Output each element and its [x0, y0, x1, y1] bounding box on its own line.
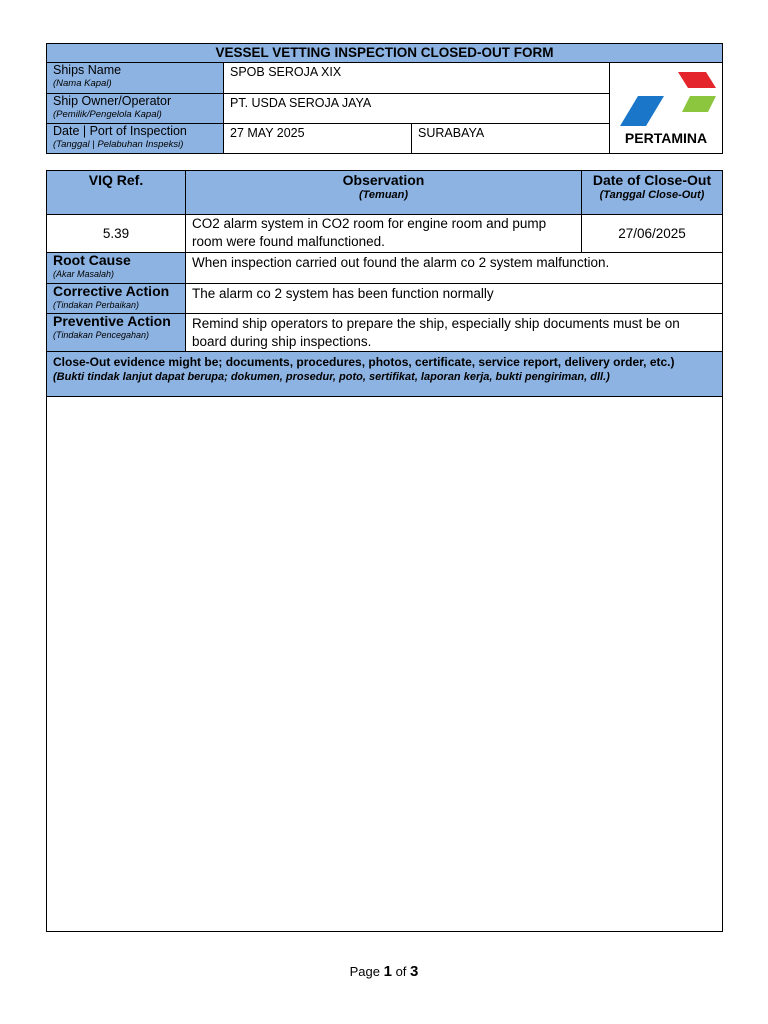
findings-block: [46, 170, 722, 932]
inspection-date-value: 27 MAY 2025: [224, 124, 412, 154]
viq-ref-value: 5.39: [47, 215, 186, 253]
corrective-action-label-cell: [47, 284, 186, 314]
header-block: [46, 43, 722, 154]
evidence-area: [47, 397, 723, 932]
corrective-action-value: The alarm co 2 system has been function normally: [186, 284, 723, 314]
page-current: 1: [383, 963, 392, 980]
ship-name-value: SPOB SEROJA XIX: [224, 63, 610, 94]
observation-value: CO2 alarm system in CO2 room for engine room and pump room were found malfunctioned.: [186, 215, 582, 253]
ship-name-label: Ships Name: [53, 63, 122, 77]
ship-name-label-cell: [47, 63, 224, 94]
page-total: 3: [410, 963, 419, 980]
corrective-action-sublabel: (Tindakan Perbaikan): [53, 300, 139, 310]
observation-header-label: Observation: [342, 172, 425, 188]
root-cause-label: Root Cause: [53, 252, 131, 268]
evidence-header: [47, 352, 723, 397]
preventive-action-label-cell: [47, 314, 186, 352]
closeout-header: [582, 171, 723, 215]
preventive-action-value: Remind ship operators to prepare the ship, especially ship documents must be on board during ship inspections.: [186, 314, 723, 352]
root-cause-sublabel: (Akar Masalah): [53, 269, 115, 279]
owner-label-cell: [47, 94, 224, 124]
viq-ref-header-label: VIQ Ref.: [88, 172, 144, 188]
logo-red-shape: [678, 72, 716, 88]
observation-header: [186, 171, 582, 215]
evidence-title: Close-Out evidence might be; documents, procedures, photos, certificate, service report, delivery order, etc.): [53, 355, 675, 369]
date-port-label: Date | Port of Inspection: [53, 124, 187, 138]
of-word: of: [395, 964, 407, 979]
owner-value: PT. USDA SEROJA JAYA: [224, 94, 610, 124]
date-port-sublabel: (Tanggal | Pelabuhan Inspeksi): [53, 139, 184, 150]
closeout-date-value: 27/06/2025: [582, 215, 723, 253]
corrective-action-label: Corrective Action: [53, 283, 170, 299]
viq-ref-header: [47, 171, 186, 215]
logo-green-shape: [682, 96, 716, 112]
owner-label: Ship Owner/Operator: [53, 94, 172, 108]
pertamina-logo: [614, 66, 718, 146]
logo-text: PERTAMINA: [624, 129, 708, 146]
page-footer: [0, 963, 768, 980]
owner-sublabel: (Pemilik/Pengelola Kapal): [53, 109, 162, 120]
root-cause-label-cell: [47, 253, 186, 284]
root-cause-value: When inspection carried out found the alarm co 2 system malfunction.: [186, 253, 723, 284]
evidence-sublabel: (Bukti tindak lanjut dapat berupa; dokumen, prosedur, poto, sertifikat, laporan kerja, bukti pengiriman, dll.): [53, 371, 610, 383]
logo-cell: [610, 63, 723, 154]
closeout-header-sublabel: (Tanggal Close-Out): [599, 189, 705, 201]
observation-header-sublabel: (Temuan): [358, 189, 409, 201]
form-title: VESSEL VETTING INSPECTION CLOSED-OUT FORM: [47, 44, 723, 63]
date-port-label-cell: [47, 124, 224, 154]
preventive-action-label: Preventive Action: [53, 313, 171, 329]
logo-blue-shape: [620, 96, 664, 126]
preventive-action-sublabel: (Tindakan Pencegahan): [53, 330, 149, 340]
inspection-port-value: SURABAYA: [412, 124, 610, 154]
page-word: Page: [349, 964, 380, 979]
ship-name-sublabel: (Nama Kapal): [53, 78, 112, 89]
closeout-header-label: Date of Close-Out: [592, 172, 712, 188]
